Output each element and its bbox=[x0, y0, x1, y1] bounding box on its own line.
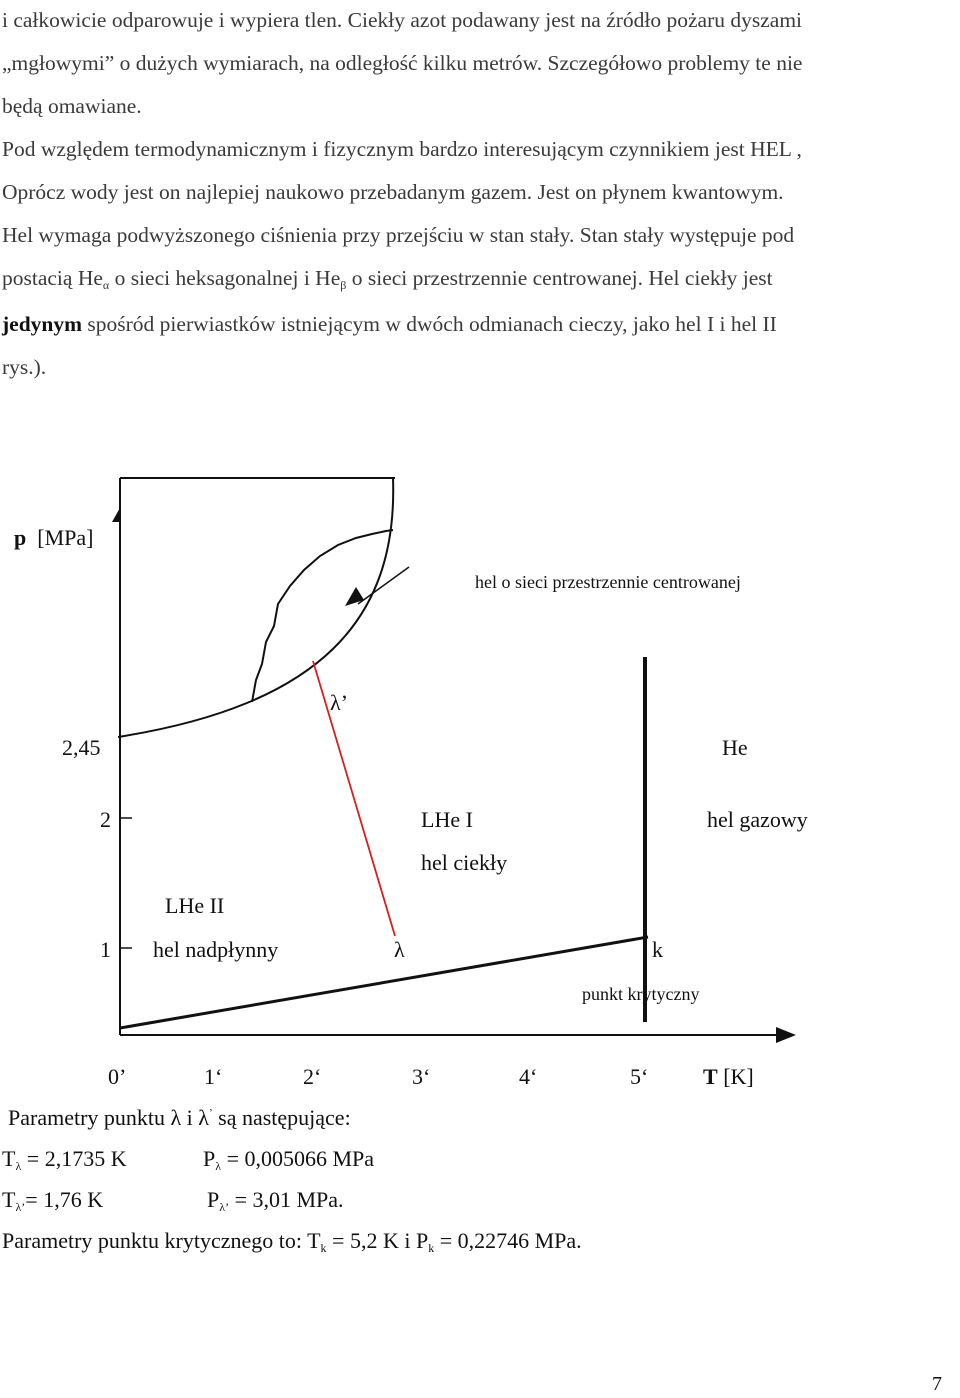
x-tick-label: 2‘ bbox=[303, 1064, 322, 1089]
text-line: „mgłowymi” o dużych wymiarach, na odległość kilku metrów. Szczegółowo problemy te nie bbox=[2, 51, 803, 75]
x-tick-label: 0’ bbox=[108, 1064, 127, 1089]
punkt-krytyczny-label: punkt krytyczny bbox=[582, 984, 700, 1004]
p-lambda-row bbox=[203, 1146, 375, 1173]
x-tick-label: 3‘ bbox=[412, 1064, 431, 1089]
lhe1-label: LHe I bbox=[421, 807, 473, 832]
hel-ciekly-label: hel ciekły bbox=[421, 850, 508, 875]
text-fragment: są następujące: bbox=[212, 1105, 351, 1130]
lambda-line bbox=[313, 661, 395, 936]
hel-nadplynny-label: hel nadpłynny bbox=[153, 937, 279, 962]
k-label: k bbox=[652, 937, 663, 962]
lambda-label: λ bbox=[394, 937, 405, 962]
y-tick-label-1: 1 bbox=[100, 937, 111, 962]
text-line: Pod względem termodynamicznym i fizycznym bardzo interesującym czynnikiem jest HEL , bbox=[2, 137, 802, 161]
y-axis-label bbox=[14, 527, 93, 549]
lambda-subscript: λ bbox=[215, 1159, 222, 1173]
x-axis-label bbox=[703, 1066, 754, 1088]
p-symbol: P bbox=[207, 1187, 220, 1212]
p-lambda-value: = 0,005066 MPa bbox=[221, 1146, 375, 1171]
critical-point-row bbox=[2, 1228, 582, 1255]
alpha-subscript: α bbox=[102, 278, 110, 292]
text-fragment: Parametry punktu krytycznego to: T bbox=[2, 1228, 321, 1253]
melting-curve bbox=[118, 478, 393, 737]
text-fragment: o sieci przestrzennie centrowanej. Hel ciekły jest bbox=[346, 266, 773, 290]
hel-gazowy-label: hel gazowy bbox=[707, 807, 808, 832]
p-lambda-prime-value: = 3,01 MPa. bbox=[229, 1187, 344, 1212]
text-fragment: = 5,2 K i P bbox=[326, 1228, 429, 1253]
he-label: He bbox=[722, 735, 748, 760]
lambda-prime-label: λ’ bbox=[330, 690, 348, 715]
page-number: 7 bbox=[932, 1373, 942, 1395]
k-subscript: k bbox=[320, 1241, 327, 1255]
hcp-bcc-boundary bbox=[252, 530, 393, 702]
bold-word: jedynym bbox=[2, 312, 83, 336]
lambda-prime-subscript: λ’ bbox=[15, 1200, 26, 1214]
bcc-pointer-arrow bbox=[345, 587, 364, 606]
text-line: rys.). bbox=[2, 355, 47, 379]
t-symbol: T bbox=[2, 1187, 16, 1212]
x-axis-arrow bbox=[776, 1027, 796, 1043]
p-lambda-prime-row bbox=[207, 1187, 344, 1214]
t-lambda-value: = 2,1735 K bbox=[21, 1146, 127, 1171]
lhe2-label: LHe II bbox=[165, 893, 225, 918]
bcc-pointer-line bbox=[358, 567, 409, 604]
text-fragment: Parametry punktu λ i λ bbox=[8, 1105, 209, 1130]
x-axis-symbol: T bbox=[703, 1064, 718, 1089]
x-tick-label: 4‘ bbox=[519, 1064, 538, 1089]
t-lambda-prime-row bbox=[2, 1187, 104, 1214]
x-tick-label: 5‘ bbox=[630, 1064, 649, 1089]
y-tick-label-245: 2,45 bbox=[62, 735, 101, 760]
y-axis-symbol: p bbox=[14, 525, 27, 550]
text-fragment: = 0,22746 MPa. bbox=[434, 1228, 582, 1253]
bcc-label: hel o sieci przestrzennie centrowanej bbox=[475, 572, 741, 592]
k-subscript: k bbox=[428, 1241, 435, 1255]
params-intro bbox=[8, 1107, 351, 1129]
x-tick-label: 1‘ bbox=[204, 1064, 223, 1089]
text-line: będą omawiane. bbox=[2, 94, 142, 118]
t-symbol: T bbox=[2, 1146, 16, 1171]
x-axis-unit: [K] bbox=[723, 1064, 754, 1089]
y-axis-unit: [MPa] bbox=[37, 525, 94, 550]
text-fragment: postacią He bbox=[2, 266, 103, 290]
p-symbol: P bbox=[203, 1146, 216, 1171]
lambda-subscript: λ bbox=[15, 1159, 22, 1173]
text-line: i całkowicie odparowuje i wypiera tlen. Ciekły azot podawany jest na źródło pożaru dyszami bbox=[2, 8, 803, 32]
y-tick-label-2: 2 bbox=[100, 807, 111, 832]
t-lambda-row bbox=[2, 1146, 127, 1173]
beta-subscript: β bbox=[340, 278, 347, 292]
text-fragment: o sieci heksagonalnej i He bbox=[109, 266, 341, 290]
text-line: Oprócz wody jest on najlepiej naukowo przebadanym gazem. Jest on płynem kwantowym. bbox=[2, 180, 784, 204]
prime-superscript: ’ bbox=[208, 1107, 213, 1119]
t-lambda-prime-value: = 1,76 K bbox=[25, 1187, 104, 1212]
text-fragment: spośród pierwiastków istniejącym w dwóch odmianach cieczy, jako hel I i hel II bbox=[82, 312, 777, 336]
lambda-prime-subscript: λ’ bbox=[219, 1200, 230, 1214]
text-line: Hel wymaga podwyższonego ciśnienia przy przejściu w stan stały. Stan stały występuje pod bbox=[2, 223, 795, 247]
